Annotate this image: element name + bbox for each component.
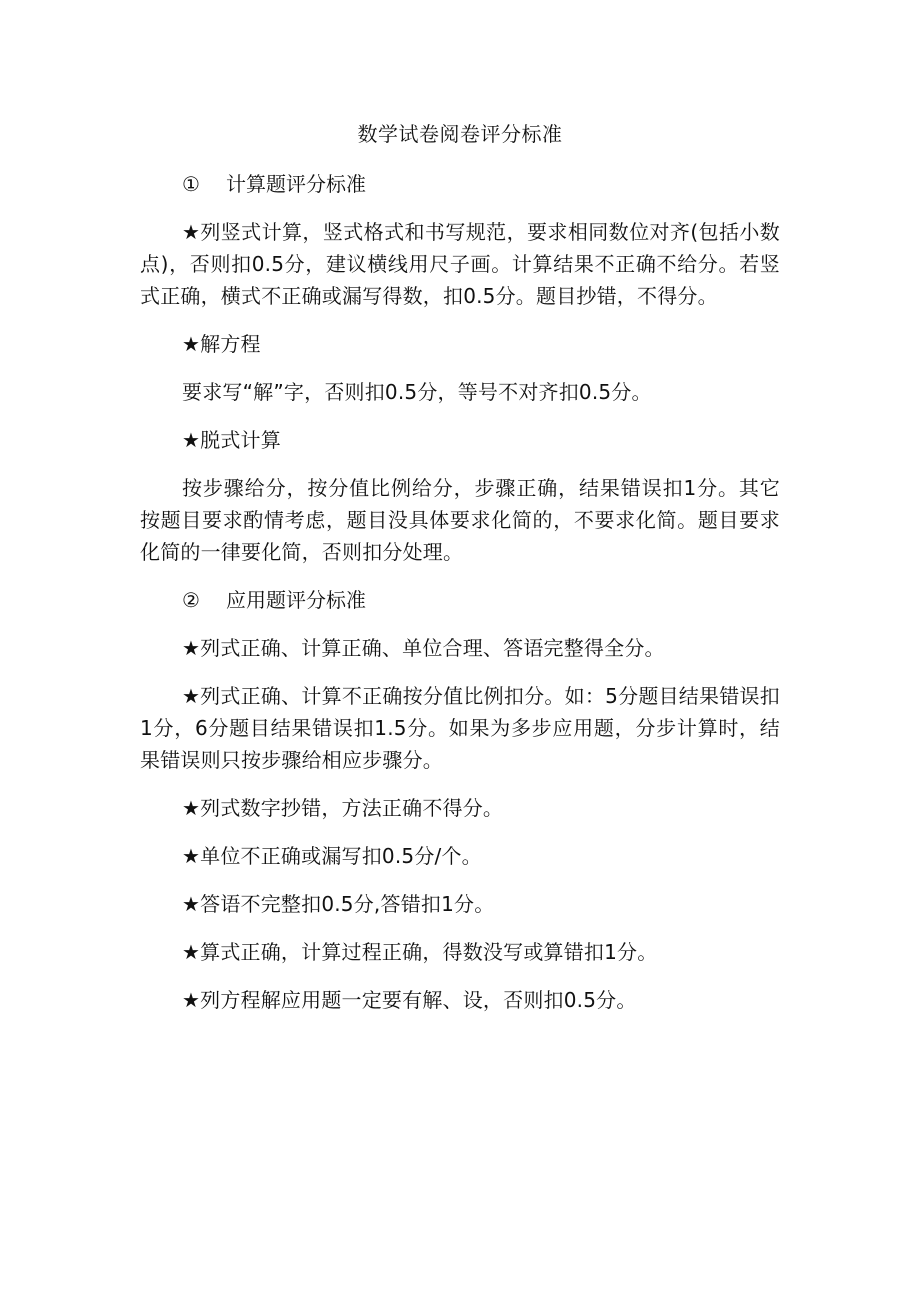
paragraph-full-score-rule: ★列式正确、计算正确、单位合理、答语完整得全分。 <box>182 636 665 660</box>
paragraph-unit-rule: ★单位不正确或漏写扣0.5分/个。 <box>182 844 482 868</box>
section-heading-text-2: 应用题评分标准 <box>226 588 366 612</box>
section-heading-text-1: 计算题评分标准 <box>226 172 366 196</box>
document-body <box>140 168 780 1032</box>
paragraph-vertical-calculation: ★列竖式计算，竖式格式和书写规范，要求相同数位对齐(包括小数点)，否则扣0.5分，建议横线用尺子画。计算结果不正确不给分。若竖式正确，横式不正确或漏写得数，扣0.5分。题目抄错，不得分。 <box>140 220 780 308</box>
paragraph-stepwise-heading: ★脱式计算 <box>182 428 281 452</box>
paragraph-stepwise-rule: 按步骤给分，按分值比例给分，步骤正确，结果错误扣1分。其它按题目要求酌情考虑，题目没具体要求化简的，不要求化简。题目要求化简的一律要化简，否则扣分处理。 <box>140 476 780 564</box>
section-heading-word-problems <box>140 584 780 616</box>
document-title: 数学试卷阅卷评分标准 <box>357 122 563 146</box>
paragraph-answer-sentence-rule: ★答语不完整扣0.5分,答错扣1分。 <box>182 892 495 916</box>
paragraph-solve-equation-rule: 要求写“解”字，否则扣0.5分，等号不对齐扣0.5分。 <box>182 380 652 404</box>
section-heading-calculation <box>140 168 780 200</box>
paragraph-solve-equation-heading: ★解方程 <box>182 332 261 356</box>
section-number-2: ② <box>182 588 200 612</box>
paragraph-result-missing-rule: ★算式正确，计算过程正确，得数没写或算错扣1分。 <box>182 940 658 964</box>
section-number-1: ① <box>182 172 200 196</box>
paragraph-deduction-rule: ★列式正确、计算不正确按分值比例扣分。如：5分题目结果错误扣1分，6分题目结果错误扣1.5分。如果为多步应用题，分步计算时，结果错误则只按步骤给相应步骤分。 <box>140 684 780 772</box>
paragraph-copy-error-rule: ★列式数字抄错，方法正确不得分。 <box>182 796 504 820</box>
paragraph-equation-setup-rule: ★列方程解应用题一定要有解、设，否则扣0.5分。 <box>182 988 637 1012</box>
